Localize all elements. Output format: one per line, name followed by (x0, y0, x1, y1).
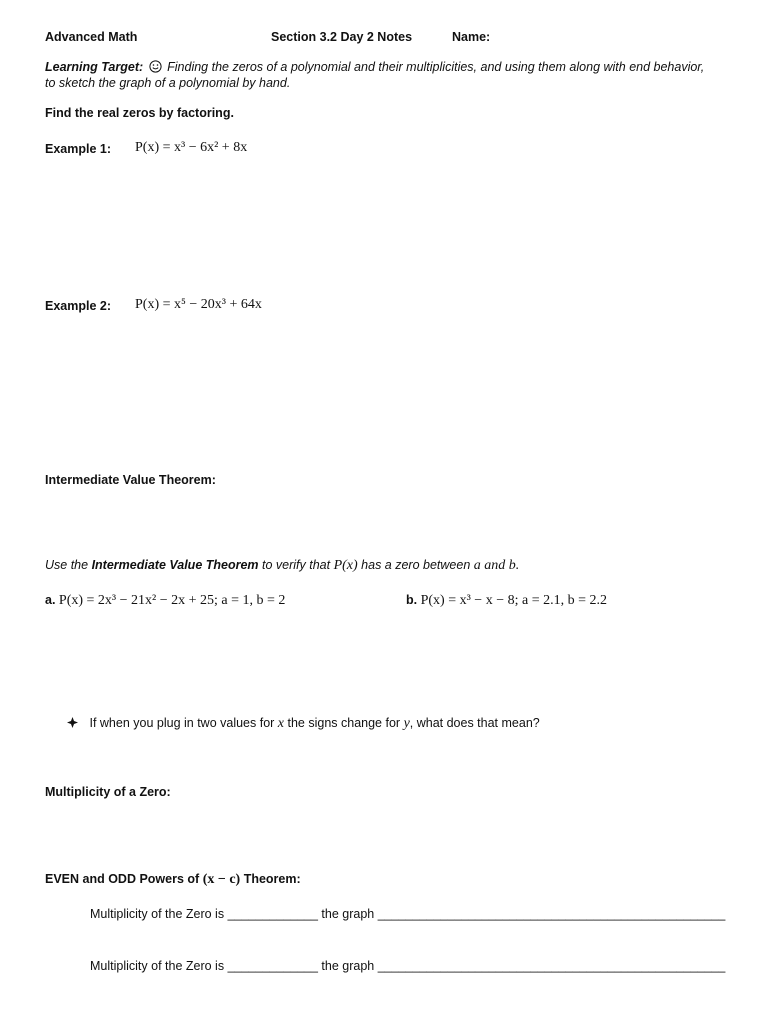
question-pre: If when you plug in two values for (89, 716, 275, 730)
ivt-instruction-post: has a zero between (361, 558, 471, 572)
section-title: Section 3.2 Day 2 Notes (271, 30, 413, 44)
multiplicity-heading: Multiplicity of a Zero: (45, 785, 171, 799)
example-1-label: Example 1: (45, 142, 112, 156)
learning-target-line1 (45, 60, 704, 76)
ivt-instruction (45, 558, 519, 574)
course-title: Advanced Math (45, 30, 138, 44)
ivt-instruction-px: P(x) (333, 558, 358, 573)
example-1-equation: P(x) = x³ − 6x² + 8x (135, 140, 248, 155)
ivt-instruction-theorem: Intermediate Value Theorem (91, 558, 259, 572)
find-zeros-instruction: Find the real zeros by factoring. (45, 106, 234, 120)
fill-line-1 (90, 907, 725, 921)
fill-line-2-mid: the graph (321, 959, 375, 973)
even-odd-heading (45, 872, 301, 888)
problem-b-label: b. (406, 593, 418, 607)
fill-line-1-blank2[interactable]: __________________________________________________ (377, 907, 726, 921)
ivt-instruction-ab: a and b. (473, 558, 520, 573)
fill-line-1-mid: the graph (321, 907, 375, 921)
problem-a-label: a. (45, 593, 56, 607)
problem-b-equation: P(x) = x³ − x − 8; a = 2.1, b = 2.2 (420, 593, 607, 608)
even-odd-heading-pre: EVEN and ODD Powers of (45, 872, 200, 886)
smiley-icon (149, 60, 162, 76)
even-odd-heading-expr: (x − c) (202, 872, 241, 887)
fill-line-2-blank2[interactable]: __________________________________________________ (377, 959, 726, 973)
fill-line-1-blank1[interactable]: _____________ (227, 907, 318, 921)
sign-change-question (67, 716, 540, 732)
fill-line-2-pre: Multiplicity of the Zero is (90, 959, 225, 973)
even-odd-heading-post: Theorem: (243, 872, 301, 886)
ivt-instruction-pre: Use the (45, 558, 89, 572)
example-2-equation: P(x) = x⁵ − 20x³ + 64x (135, 297, 262, 312)
ivt-instruction-mid: to verify that (262, 558, 331, 572)
learning-target-label: Learning Target: (45, 60, 144, 74)
fill-line-1-pre: Multiplicity of the Zero is (90, 907, 225, 921)
fill-line-2-blank1[interactable]: _____________ (227, 959, 318, 973)
fill-line-2 (90, 959, 725, 973)
learning-target-text: Finding the zeros of a polynomial and their multiplicities, and using them along with end behavior, (167, 60, 705, 74)
problem-b (406, 593, 607, 609)
question-y: y (403, 716, 410, 731)
question-x: x (277, 716, 285, 731)
problem-a (45, 593, 285, 609)
diamond-bullet-icon (67, 717, 78, 731)
question-post: , what does that mean? (409, 716, 540, 730)
ivt-heading: Intermediate Value Theorem: (45, 473, 216, 487)
example-2-label: Example 2: (45, 299, 112, 313)
question-mid: the signs change for (287, 716, 401, 730)
problem-a-equation: P(x) = 2x³ − 21x² − 2x + 25; a = 1, b = 2 (58, 593, 286, 608)
name-label: Name: (452, 30, 491, 44)
learning-target-line2: to sketch the graph of a polynomial by hand. (45, 76, 291, 90)
